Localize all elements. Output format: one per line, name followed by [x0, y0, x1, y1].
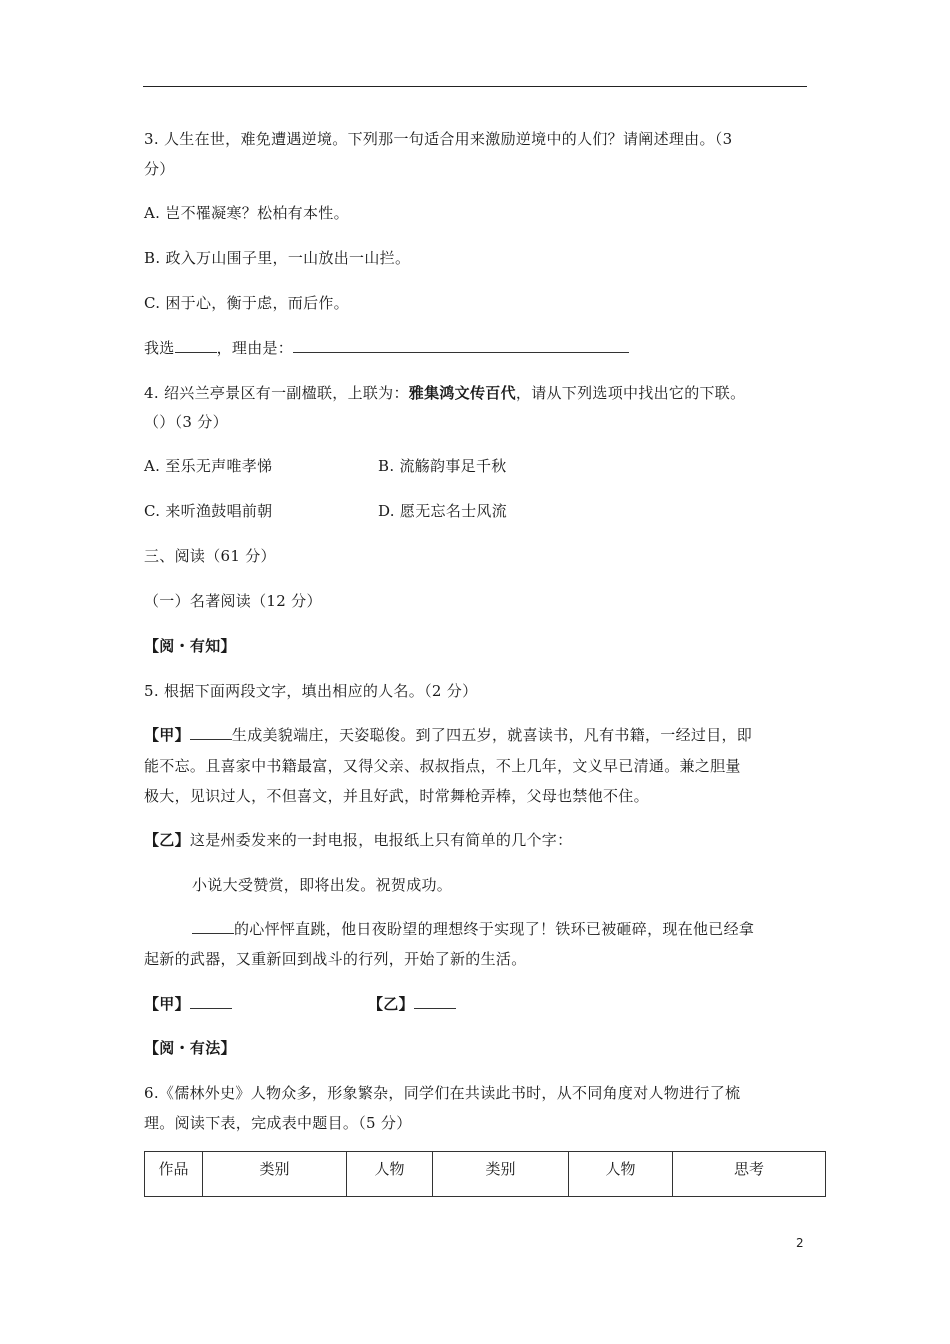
q5-yi-telegram: 小说大受赞赏，即将出发。祝贺成功。 — [192, 876, 453, 894]
q5-jia-line2: 能不忘。且喜家中书籍最富，又得父亲、叔叔指点，不上几年，文义早已清通。兼之胆量 — [144, 757, 741, 775]
q5-jia-inline-blank[interactable] — [190, 725, 232, 740]
q5-answer-jia-label: 【甲】 — [144, 995, 190, 1013]
q6-table — [144, 1151, 826, 1197]
q5-jia-line3: 极大，见识过人，不但喜文，并且好武，时常舞枪弄棒，父母也禁他不住。 — [144, 787, 649, 805]
q3-choice-blank[interactable] — [175, 338, 217, 353]
q6-line1: 6.《儒林外史》人物众多，形象繁杂，同学们在共读此书时，从不同角度对人物进行了梳 — [144, 1084, 741, 1102]
q6-line2: 理。阅读下表，完成表中题目。（5 分） — [144, 1114, 412, 1132]
tag-youfa: 【阅・有法】 — [144, 1039, 236, 1057]
table-header-cell: 人物 — [347, 1152, 433, 1197]
q4-line1-pre: 4. 绍兴兰亭景区有一副楹联，上联为： — [144, 384, 409, 402]
q5-yi-line1 — [144, 830, 572, 850]
page-number: 2 — [796, 1236, 804, 1250]
q3-reason-blank[interactable] — [293, 338, 629, 353]
q4-option-b: B. 流觞韵事足千秋 — [378, 457, 507, 475]
q5-answer-jia — [144, 994, 232, 1014]
q5-jia-line1 — [144, 725, 752, 745]
q5-jia-text: 生成美貌端庄，天姿聪俊。到了四五岁，就喜读书，凡有书籍，一经过目，即 — [231, 726, 753, 744]
q5-jia-tag: 【甲】 — [144, 726, 190, 744]
q4-line1 — [144, 383, 745, 403]
subsection-title: （一）名著阅读（12 分） — [144, 592, 322, 610]
table-header-cell: 类别 — [203, 1152, 347, 1197]
q4-line2: （）（3 分） — [144, 413, 228, 431]
q5-answer-jia-blank[interactable] — [190, 994, 232, 1009]
q5-yi-line4: 起新的武器，又重新回到战斗的行列，开始了新的生活。 — [144, 950, 527, 968]
table-header-cell: 人物 — [569, 1152, 673, 1197]
q5-yi-line3-text: 的心怦怦直跳，他日夜盼望的理想终于实现了！铁环已被砸碎，现在他已经拿 — [234, 920, 755, 938]
q4-couplet-bold: 雅集鸿文传百代 — [408, 384, 516, 402]
q3-answer-line — [144, 338, 629, 358]
table-header-cell: 作品 — [145, 1152, 203, 1197]
q3-option-c: C. 困于心，衡于虑，而后作。 — [144, 294, 349, 312]
q3-answer-prefix: 我选 — [144, 339, 175, 357]
q4-option-c: C. 来听渔鼓唱前朝 — [144, 502, 273, 520]
q5-yi-inline-blank[interactable] — [192, 919, 234, 934]
table-header-row — [145, 1152, 826, 1197]
q5-yi-text: 这是州委发来的一封电报，电报纸上只有简单的几个字： — [189, 831, 573, 849]
table-header-cell: 类别 — [433, 1152, 569, 1197]
q4-option-d: D. 愿无忘名士风流 — [378, 502, 508, 520]
q3-line2: 分） — [144, 160, 175, 178]
tag-youzhi: 【阅・有知】 — [144, 637, 236, 655]
q3-answer-mid: ，理由是： — [216, 339, 294, 357]
q3-option-b: B. 政入万山围子里，一山放出一山拦。 — [144, 249, 411, 267]
q5-answer-yi-label: 【乙】 — [368, 995, 414, 1013]
section-title: 三、阅读（61 分） — [144, 547, 276, 565]
q3-line1: 3. 人生在世，难免遭遇逆境。下列那一句适合用来激励逆境中的人们？请阐述理由。（3 — [144, 130, 733, 148]
table-header-cell: 思考 — [673, 1152, 826, 1197]
q5-line1: 5. 根据下面两段文字，填出相应的人名。（2 分） — [144, 682, 478, 700]
q4-line1-post: ，请从下列选项中找出它的下联。 — [515, 384, 746, 402]
q3-option-a: A. 岂不罹凝寒？松柏有本性。 — [144, 204, 349, 222]
header-rule — [143, 86, 807, 87]
q5-yi-tag: 【乙】 — [144, 831, 190, 849]
q5-answer-yi-blank[interactable] — [414, 994, 456, 1009]
q5-answer-yi — [368, 994, 456, 1014]
q5-yi-line3 — [192, 919, 754, 939]
q4-option-a: A. 至乐无声唯孝悌 — [144, 457, 273, 475]
